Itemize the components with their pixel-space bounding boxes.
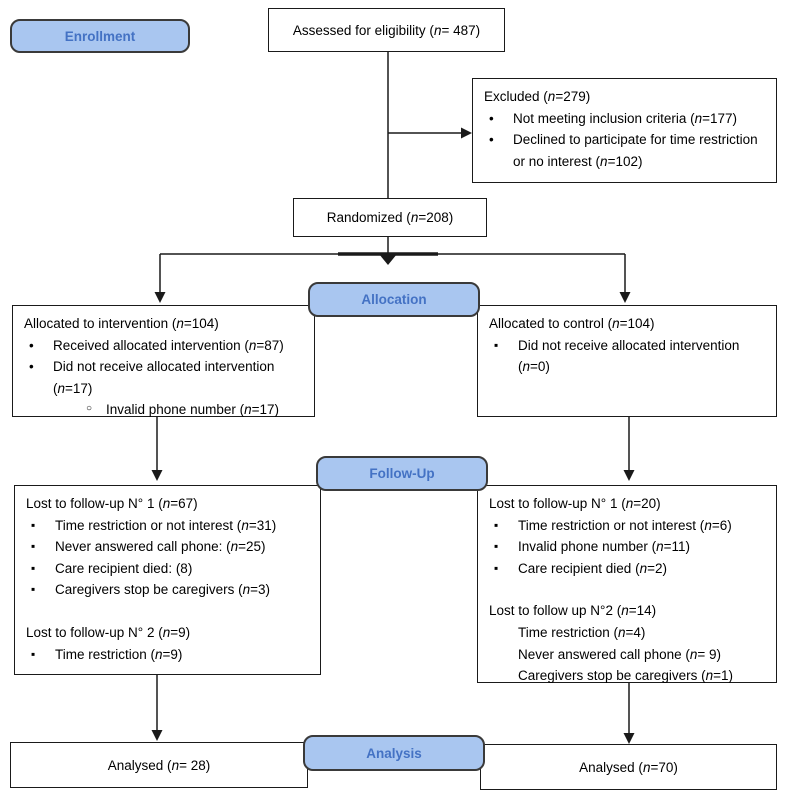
excluded-box <box>472 78 777 183</box>
list-item <box>26 644 312 666</box>
followup-control-box <box>477 485 777 683</box>
list-item <box>26 579 312 601</box>
analysed-intervention-box <box>10 742 308 788</box>
allocated-control-box <box>477 305 777 417</box>
list-item-text: Time restriction or not interest (n=31) <box>55 517 277 533</box>
followup-intervention-list-1 <box>26 515 312 601</box>
list-item-text: Did not receive allocated intervention (n=17) <box>53 359 275 396</box>
allocated-intervention-box <box>12 305 315 417</box>
followup-intervention-list-2 <box>26 644 312 666</box>
list-item <box>24 399 306 421</box>
square-bullet-icon: ▪ <box>494 560 499 575</box>
box-title: Allocated to intervention (n=104) <box>24 316 219 331</box>
arrow-intervention-to-analysis-head-icon <box>152 730 163 741</box>
list-item-text: Time restriction (n=4) <box>518 624 646 640</box>
box-title: Lost to follow-up N° 1 (n=20) <box>489 496 661 511</box>
list-item-text: Declined to participate for time restriction or no interest (n=102) <box>513 132 758 169</box>
followup-intervention-box <box>14 485 321 675</box>
list-item-text: Caregivers stop be caregivers (n=1) <box>518 668 733 684</box>
list-item <box>489 515 768 537</box>
list-item-text: Not meeting inclusion criteria (n=177) <box>513 110 737 126</box>
square-bullet-icon: ▪ <box>31 646 36 661</box>
list-item <box>24 335 306 357</box>
list-item-text: Never answered call phone (n= 9) <box>518 646 721 662</box>
list-item <box>489 665 768 687</box>
list-item-text: Caregivers stop be caregivers (n=3) <box>55 582 270 598</box>
randomized-box <box>293 198 487 237</box>
list-item <box>489 622 768 644</box>
list-item-text: Time restriction or not interest (n=6) <box>518 517 732 533</box>
followup-stage-label: Follow-Up <box>316 456 488 491</box>
followup-block <box>26 622 312 665</box>
branch-center-arrow-head-icon <box>379 254 397 265</box>
square-bullet-icon: ▪ <box>494 539 499 554</box>
box-title: Randomized (n=208) <box>326 210 454 225</box>
box-title: Lost to follow-up N° 2 (n=9) <box>26 624 191 640</box>
square-bullet-icon: ▪ <box>31 539 36 554</box>
list-item-text: Invalid phone number (n=17) <box>106 402 280 418</box>
list-item <box>489 536 768 558</box>
disc-bullet-icon: • <box>489 110 494 126</box>
arrow-control-to-analysis-head-icon <box>624 733 635 744</box>
list-item <box>489 644 768 666</box>
list-item <box>24 356 306 399</box>
square-bullet-icon: ▪ <box>494 517 499 532</box>
disc-bullet-icon: • <box>489 132 494 148</box>
arrow-to-excluded-head-icon <box>461 128 472 139</box>
followup-control-list-1 <box>489 515 768 580</box>
square-bullet-icon: ▪ <box>31 560 36 575</box>
circle-bullet-icon: ○ <box>86 403 93 415</box>
list-item-text: Care recipient died (n=2) <box>518 560 667 576</box>
list-item <box>26 515 312 537</box>
arrow-intervention-to-followup-head-icon <box>152 470 163 481</box>
followup-block <box>489 600 768 686</box>
arrow-control-to-followup-head-icon <box>624 470 635 481</box>
square-bullet-icon: ▪ <box>494 337 499 352</box>
list-item <box>484 129 768 172</box>
followup-control-list-2 <box>489 622 768 687</box>
disc-bullet-icon: • <box>29 359 34 375</box>
list-item-text: Care recipient died: (8) <box>55 560 193 576</box>
box-title: Lost to follow-up N° 1 (n=67) <box>26 496 198 511</box>
excluded-list <box>484 108 768 173</box>
allocation-stage-label: Allocation <box>308 282 480 317</box>
list-item <box>489 558 768 580</box>
list-item-text: Received allocated intervention (n=87) <box>53 337 284 353</box>
arrow-branch-right-head-icon <box>620 292 631 303</box>
followup-block <box>489 493 768 579</box>
list-item <box>26 558 312 580</box>
allocated-control-list <box>489 335 768 378</box>
list-item-text: Did not receive allocated intervention (n=0) <box>518 337 740 375</box>
box-title: Excluded (n=279) <box>484 89 591 104</box>
box-title: Analysed (n= 28) <box>107 757 211 773</box>
arrow-branch-left-head-icon <box>155 292 166 303</box>
list-item-text: Invalid phone number (n=11) <box>518 539 691 555</box>
disc-bullet-icon: • <box>29 337 34 353</box>
list-item-text: Time restriction (n=9) <box>55 646 183 662</box>
square-bullet-icon: ▪ <box>31 517 36 532</box>
box-title: Lost to follow up N°2 (n=14) <box>489 603 657 619</box>
followup-block <box>26 493 312 601</box>
list-item-text: Never answered call phone: (n=25) <box>55 539 266 555</box>
analysed-control-box <box>480 744 777 790</box>
square-bullet-icon: ▪ <box>31 582 36 597</box>
box-title: Assessed for eligibility (n= 487) <box>292 22 481 38</box>
assessed-box <box>268 8 505 52</box>
enrollment-stage-label: Enrollment <box>10 19 190 53</box>
box-title: Allocated to control (n=104) <box>489 316 655 331</box>
list-item <box>489 335 768 378</box>
box-title: Analysed (n=70) <box>579 759 678 775</box>
list-item <box>484 108 768 130</box>
allocated-intervention-list <box>24 335 306 421</box>
list-item <box>26 536 312 558</box>
analysis-stage-label: Analysis <box>303 735 485 771</box>
